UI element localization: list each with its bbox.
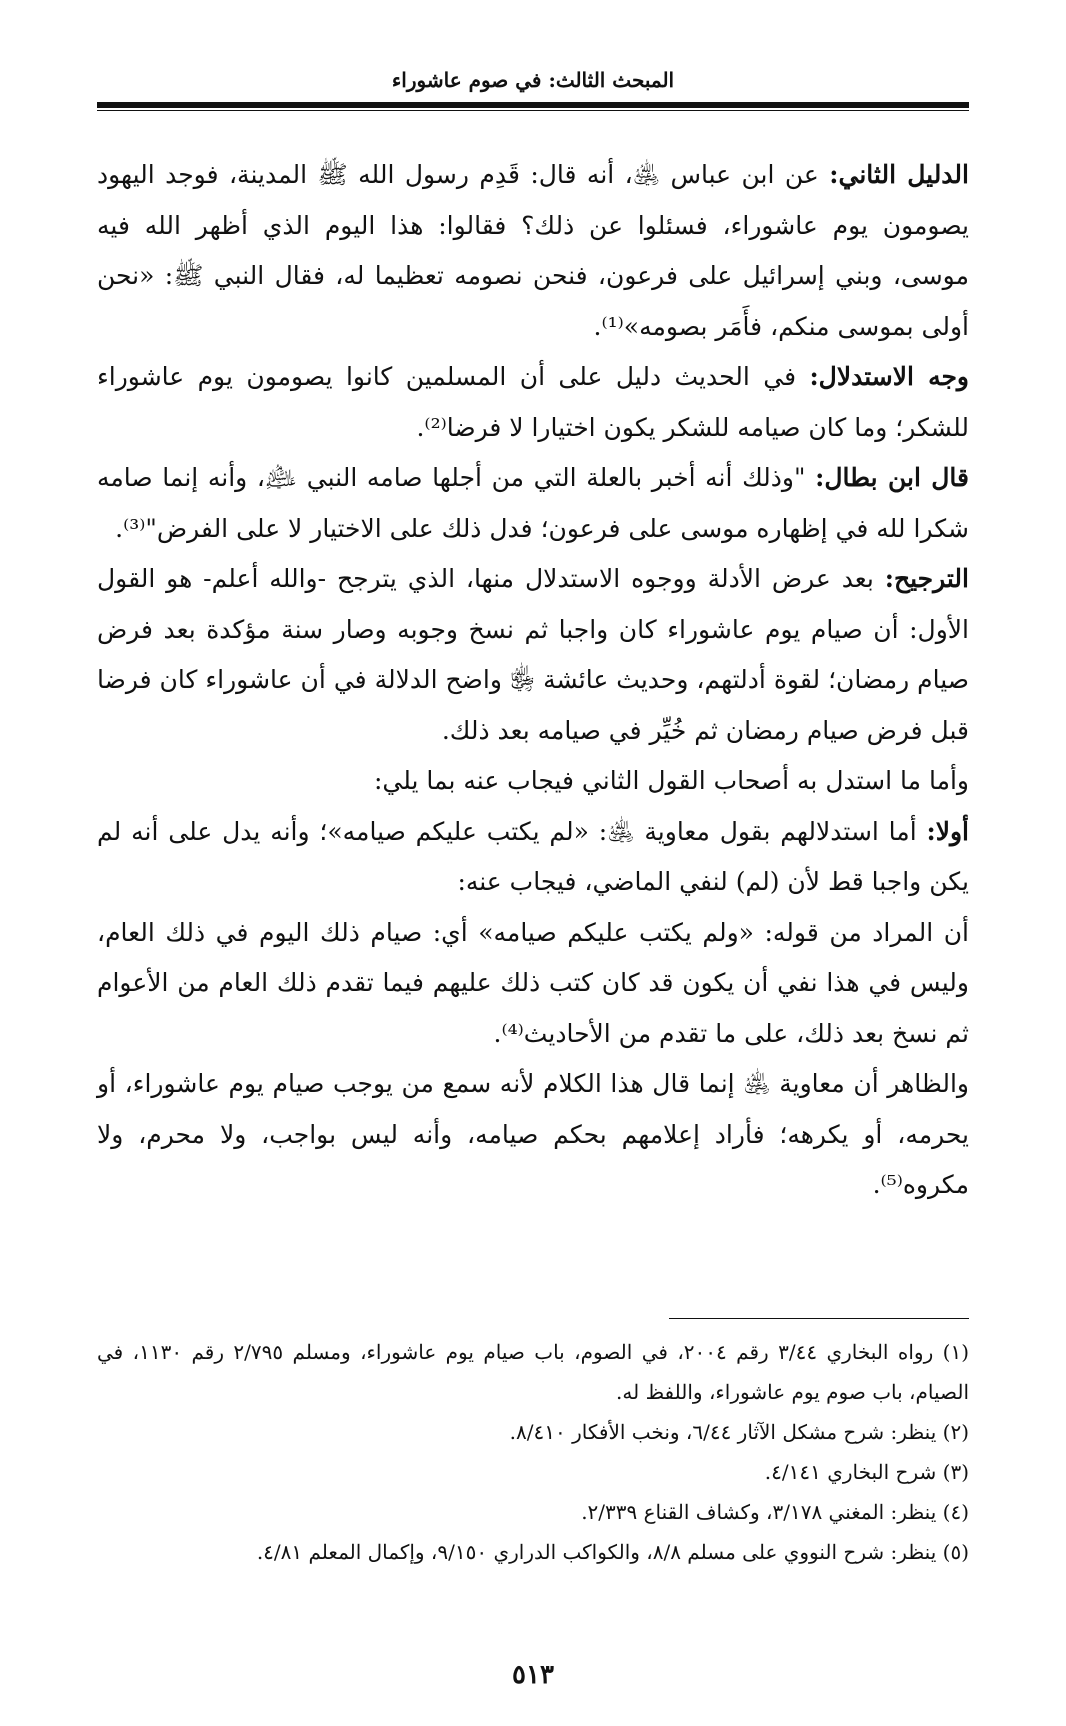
paragraph-second-evidence xyxy=(97,150,969,352)
paragraph-response-intro xyxy=(97,756,969,807)
page-number: ٥١٣ xyxy=(512,1660,554,1690)
footnote-1: (١) رواه البخاري ٣/٤٤ رقم ٢٠٠٤، في الصوم، باب صيام يوم عاشوراء، ومسلم ٢/٧٩٥ رقم ١١٣٠، في الصيام، باب صوم يوم عاشوراء، واللفظ له. xyxy=(97,1340,970,1404)
paragraph-lead: الترجيح: xyxy=(884,564,969,593)
footnote-separator xyxy=(669,1318,969,1319)
paragraph-preference xyxy=(97,554,969,756)
footnote-2: (٢) ينظر: شرح مشكل الآثار ٦/٤٤، ونخب الأفكار ٨/٤١٠. xyxy=(509,1420,969,1444)
paragraph-lead: وجه الاستدلال: xyxy=(809,362,969,391)
paragraph-text: أما استدلالهم بقول معاوية ﵁: «لم يكتب عليكم صيامه»؛ وأنه يدل على أنه لم يكن واجبا قط لأن (لم) لنفي الماضي، فيجاب عنه: xyxy=(97,816,969,896)
paragraph-text: بعد عرض الأدلة ووجوه الاستدلال منها، الذي يترجح -والله أعلم- هو القول الأول: أن صيام يوم عاشوراء كان واجبا ثم نسخ وجوبه وصار سنة مؤكدة بعد فرض صيام رمضان؛ لقوة أدلتهم، وحديث عائشة ﵂ واضح الدلالة في أن عاشوراء كان فرضا قبل فرض صيام رمضان ثم خُيِّر في صيامه بعد ذلك. xyxy=(97,564,969,745)
paragraph-text: أن المراد من قوله: «ولم يكتب عليكم صيامه» أي: صيام ذلك اليوم في ذلك العام، وليس في هذا نفي أن يكون قد كان كتب ذلك عليهم فيما تقدم ذلك العام من الأعوام ثم نسخ بعد ذلك، على ما تقدم من الأحاديث⁽⁴⁾. xyxy=(97,917,969,1048)
paragraph-text: في الحديث دليل على أن المسلمين كانوا يصومون يوم عاشوراء للشكر؛ وما كان صيامه للشكر يكون اختيارا لا فرضا⁽²⁾. xyxy=(97,362,969,442)
header-rule-thin xyxy=(97,110,969,111)
paragraph-meaning xyxy=(97,908,969,1060)
paragraph-ibn-battal xyxy=(97,453,969,554)
footnotes xyxy=(97,1332,969,1572)
paragraph-apparent xyxy=(97,1059,969,1211)
paragraph-inference xyxy=(97,352,969,453)
footnote-3: (٣) شرح البخاري ٤/١٤١. xyxy=(764,1460,969,1484)
paragraph-lead: أولا: xyxy=(926,816,969,846)
footnote-5: (٥) ينظر: شرح النووي على مسلم ٨/٨، والكواكب الدراري ٩/١٥٠، وإكمال المعلم ٤/٨١. xyxy=(256,1540,969,1564)
paragraph-lead: قال ابن بطال: xyxy=(815,463,969,492)
paragraph-text: "وذلك أنه أخبر بالعلة التي من أجلها صامه النبي ﵇، وأنه إنما صامه شكرا لله في إظهاره موسى على فرعون؛ فدل ذلك على الاختيار لا على الفرض"⁽³⁾. xyxy=(97,463,969,543)
running-header: المبحث الثالث: في صوم عاشوراء xyxy=(391,68,675,92)
paragraph-lead: الدليل الثاني: xyxy=(829,160,969,189)
paragraph-first-response xyxy=(97,807,969,908)
paragraph-text: والظاهر أن معاوية ﵁ إنما قال هذا الكلام لأنه سمع من يوجب صيام يوم عاشوراء، أو يحرمه، أو يكرهه؛ فأراد إعلامهم بحكم صيامه، وأنه ليس بواجب، ولا محرم، ولا مكروه⁽⁵⁾. xyxy=(97,1069,969,1199)
footnote-4: (٤) ينظر: المغني ٣/١٧٨، وكشاف القناع ٢/٣٣٩. xyxy=(581,1500,969,1524)
paragraph-text: وأما ما استدل به أصحاب القول الثاني فيجاب عنه بما يلي: xyxy=(373,766,969,795)
main-text xyxy=(97,150,969,1211)
header-rule-thick xyxy=(97,102,969,108)
paragraph-text: عن ابن عباس ﵁، أنه قال: قَدِم رسول الله ﷺ المدينة، فوجد اليهود يصومون يوم عاشوراء، فسئلوا عن ذلك؟ فقالوا: هذا اليوم الذي أظهر الله فيه موسى، وبني إسرائيل على فرعون، فنحن نصومه تعظيما له، فقال النبي ﷺ: «نحن أولى بموسى منكم، فأَمَر بصومه»⁽¹⁾. xyxy=(97,160,969,341)
